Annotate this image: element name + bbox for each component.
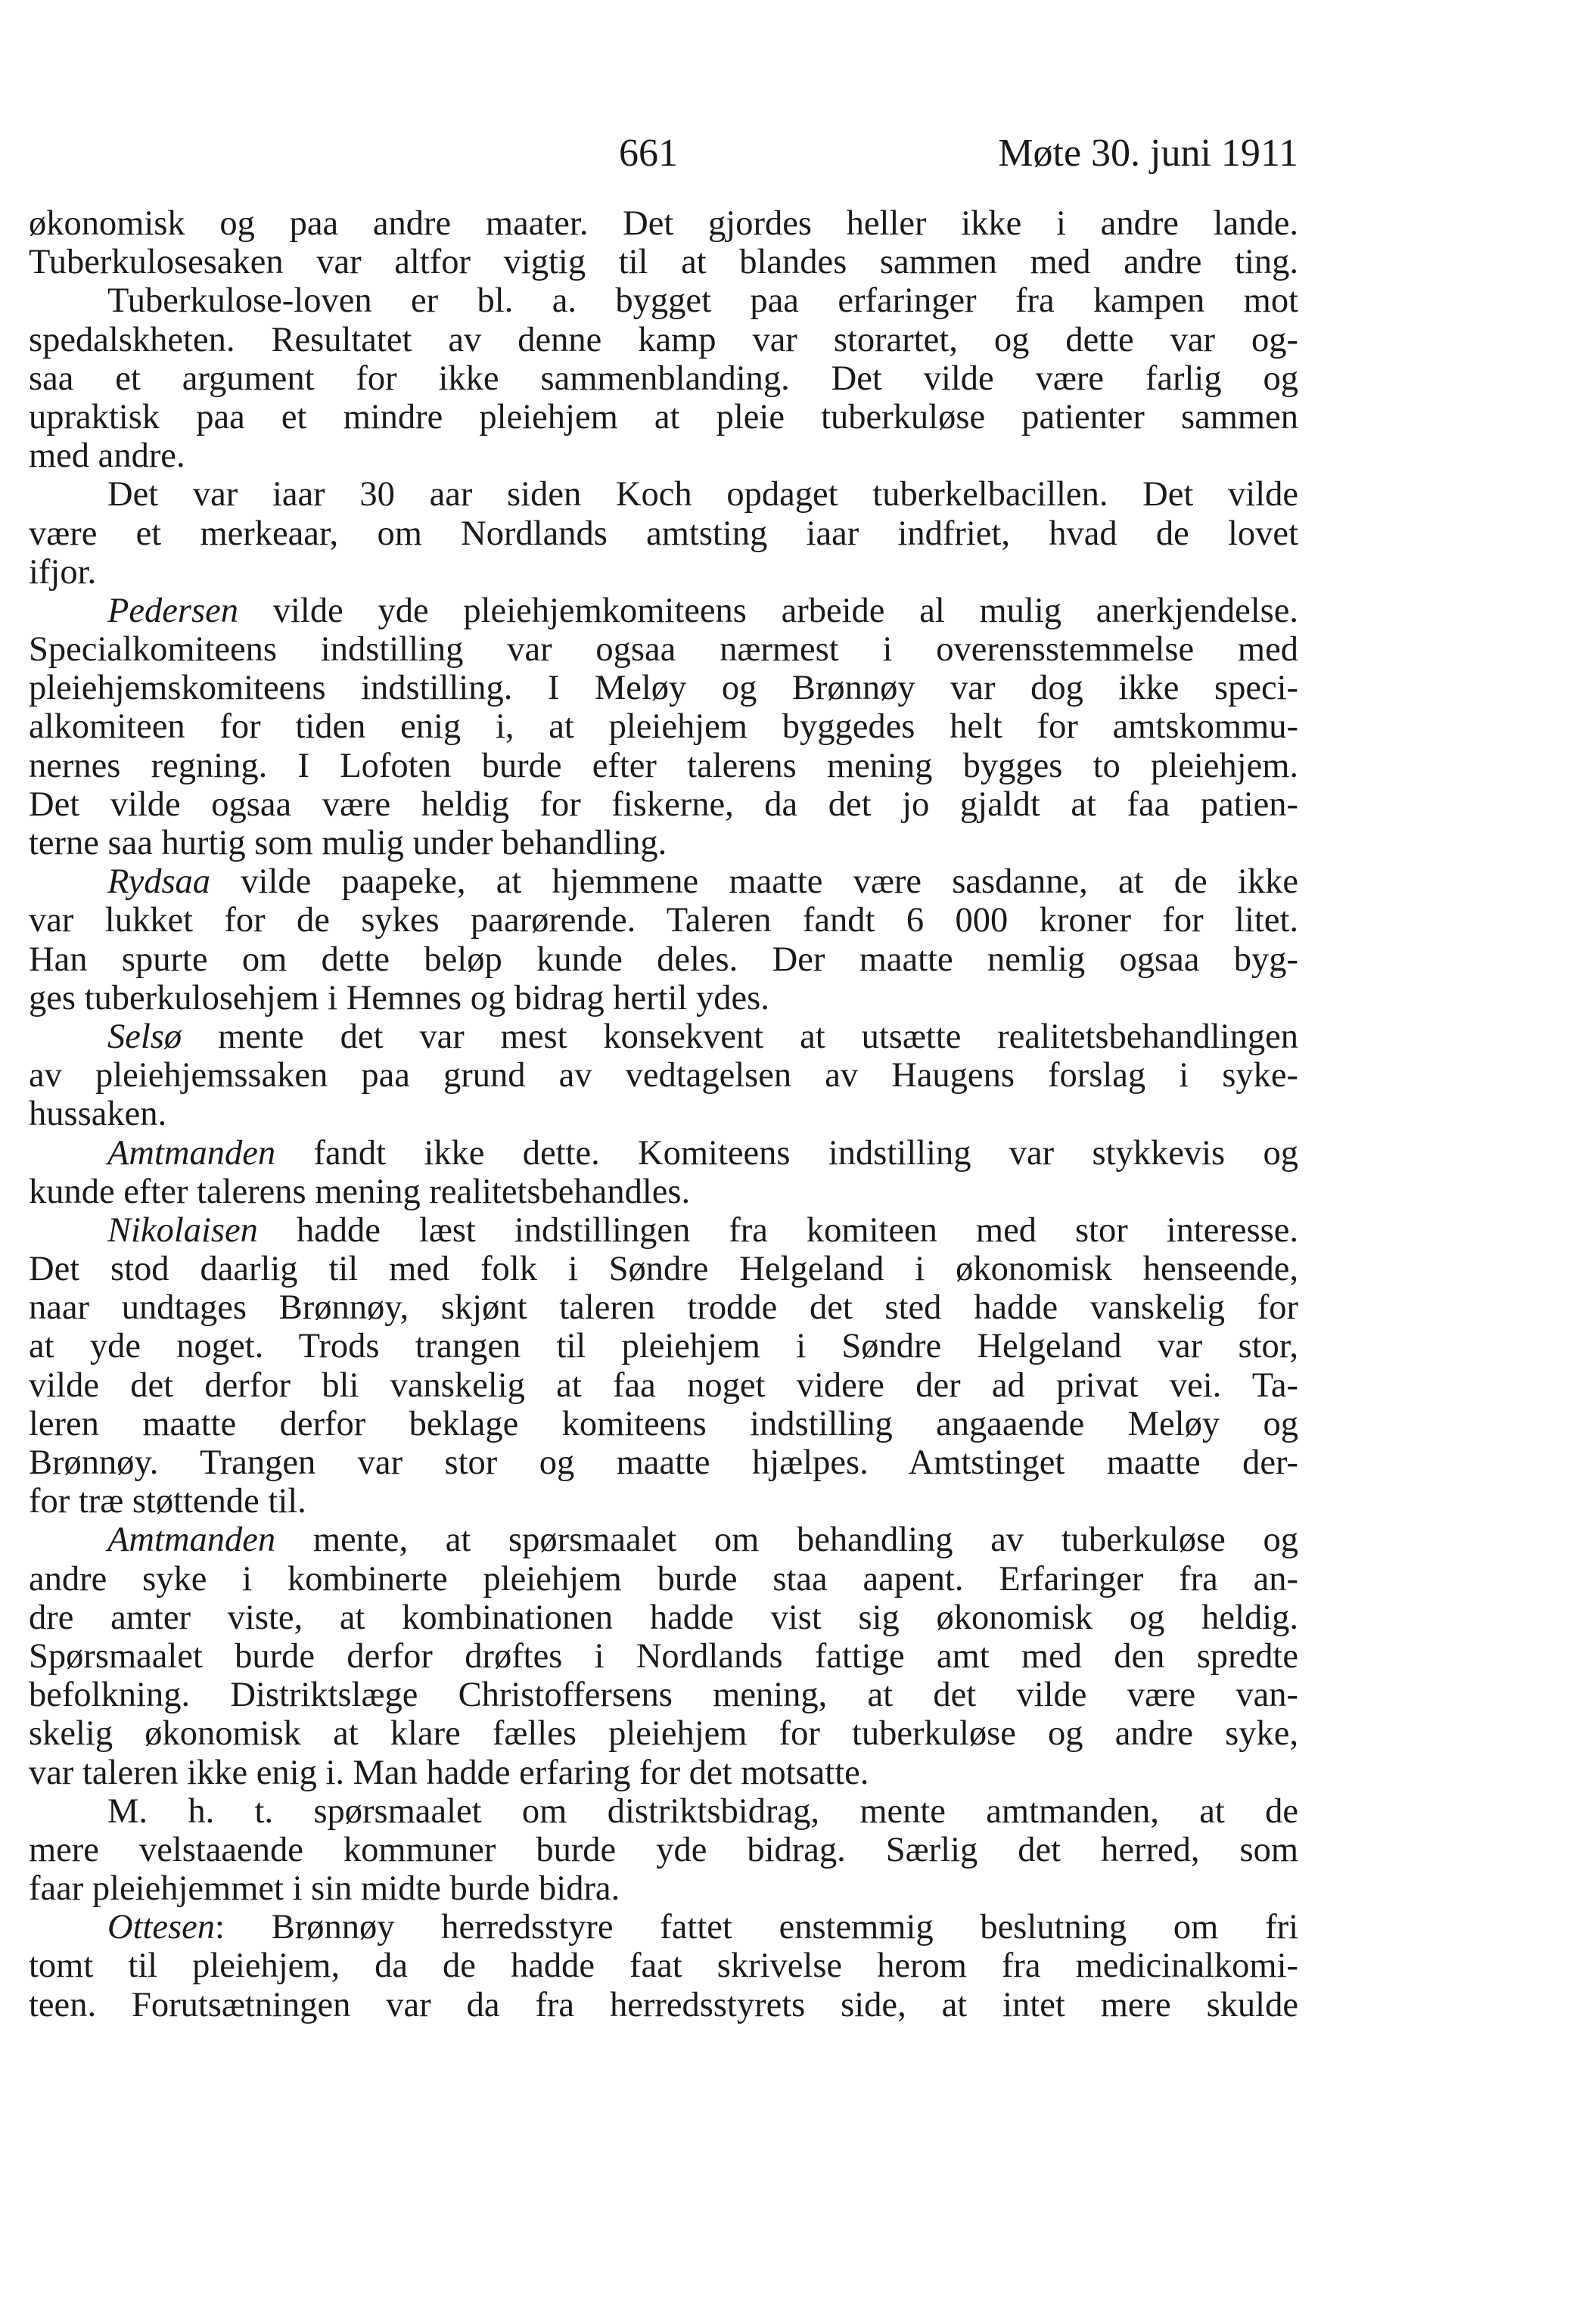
text-line — [29, 824, 1298, 862]
text-line — [29, 243, 1298, 281]
line-text: for træ støttende til. — [29, 1482, 306, 1521]
speaker-name: Nikolaisen — [107, 1210, 258, 1250]
line-text: Specialkomiteens indstilling var ogsaa nærmest i overensstemmelse med — [29, 630, 1298, 670]
line-text: Det vilde ogsaa være heldig for fiskerne, da det jo gjaldt at faa patien- — [29, 785, 1298, 824]
text-line — [29, 514, 1298, 553]
line-text: saa et argument for ikke sammenblanding. Det vilde være farlig og — [29, 359, 1298, 398]
line-text: vilde yde pleiehjemkomiteens arbeide al mulig anerkjendelse. — [238, 591, 1298, 630]
line-text: faar pleiehjemmet i sin midte burde bidra. — [29, 1869, 620, 1909]
text-line — [29, 1869, 1298, 1908]
meeting-date: Møte 30. juni 1911 — [998, 132, 1298, 175]
text-line — [29, 1714, 1298, 1753]
line-text: befolkning. Distriktslæge Christoffersens mening, at det vilde være van- — [29, 1676, 1298, 1715]
line-text: spedalskheten. Resultatet av denne kamp var storartet, og dette var og- — [29, 320, 1298, 359]
text-line — [29, 553, 1298, 592]
text-line — [29, 1288, 1298, 1327]
text-line — [29, 1056, 1298, 1095]
line-text: av pleiehjemssaken paa grund av vedtagelsen av Haugens forslag i syke- — [29, 1056, 1298, 1095]
text-line — [29, 1831, 1298, 1869]
text-line — [29, 204, 1298, 243]
text-line — [29, 979, 1298, 1018]
text-line — [29, 1366, 1298, 1405]
text-line — [29, 1986, 1298, 2024]
text-line — [29, 747, 1298, 785]
line-text: Tuberkulose-loven er bl. a. bygget paa erfaringer fra kampen mot — [107, 281, 1298, 321]
text-line — [29, 1521, 1298, 1559]
text-line — [29, 940, 1298, 979]
speaker-name: Rydsaa — [107, 862, 211, 902]
text-line — [29, 475, 1298, 514]
text-line — [29, 1637, 1298, 1676]
line-text: dre amter viste, at kombinationen hadde vist sig økonomisk og heldig. — [29, 1598, 1298, 1637]
line-text: økonomisk og paa andre maater. Det gjordes heller ikke i andre lande. — [29, 204, 1298, 243]
line-text: ifjor. — [29, 552, 97, 592]
line-text: vilde paapeke, at hjemmene maatte være sasdanne, at de ikke — [210, 862, 1298, 902]
line-text: upraktisk paa et mindre pleiehjem at pleie tuberkuløse patienter sammen — [29, 397, 1298, 437]
text-line — [29, 1405, 1298, 1443]
line-text: vilde det derfor bli vanskelig at faa noget videre der ad privat vei. Ta- — [29, 1366, 1298, 1405]
line-text: M. h. t. spørsmaalet om distriktsbidrag, mente amtmanden, at de — [107, 1791, 1298, 1831]
line-text: Han spurte om dette beløp kunde deles. Der maatte nemlig ogsaa byg- — [29, 940, 1298, 979]
line-text: være et merkeaar, om Nordlands amtsting iaar indfriet, hvad de lovet — [29, 514, 1298, 553]
line-text: hadde læst indstillingen fra komiteen med stor interesse. — [257, 1210, 1298, 1250]
text-line — [29, 1134, 1298, 1173]
text-line — [29, 1908, 1298, 1947]
text-line — [29, 1792, 1298, 1831]
line-text: ges tuberkulosehjem i Hemnes og bidrag hertil ydes. — [29, 978, 769, 1018]
line-text: nernes regning. I Lofoten burde efter talerens mening bygges to pleiehjem. — [29, 746, 1298, 785]
text-line — [29, 1482, 1298, 1521]
line-text: tomt til pleiehjem, da de hadde faat skrivelse herom fra medicinalkomi- — [29, 1947, 1298, 1986]
text-line — [29, 630, 1298, 669]
page-header — [29, 127, 1298, 180]
text-line — [29, 707, 1298, 746]
text-line — [29, 785, 1298, 824]
speaker-name: Ottesen — [107, 1908, 216, 1947]
line-text: naar undtages Brønnøy, skjønt taleren trodde det sted hadde vanskelig for — [29, 1288, 1298, 1328]
line-text: med andre. — [29, 437, 185, 476]
text-line — [29, 1443, 1298, 1482]
line-text: skelig økonomisk at klare fælles pleiehjem for tuberkuløse og andre syke, — [29, 1714, 1298, 1754]
line-text: Det var iaar 30 aar siden Koch opdaget tuberkelbacillen. Det vilde — [107, 475, 1298, 514]
body-text — [29, 204, 1298, 2024]
line-text: Spørsmaalet burde derfor drøftes i Nordlands fattige amt med den spredte — [29, 1636, 1298, 1676]
line-text: var taleren ikke enig i. Man hadde erfaring for det motsatte. — [29, 1753, 869, 1792]
text-line — [29, 1250, 1298, 1288]
line-text: mente det var mest konsekvent at utsætte realitetsbehandlingen — [182, 1017, 1298, 1056]
line-text: leren maatte derfor beklage komiteens indstilling angaaende Meløy og — [29, 1404, 1298, 1443]
page-number: 661 — [619, 132, 678, 175]
line-text: terne saa hurtig som mulig under behandling. — [29, 824, 667, 862]
text-line — [29, 1173, 1298, 1211]
line-text: mere velstaaende kommuner burde yde bidrag. Særlig det herred, som — [29, 1830, 1298, 1869]
text-line — [29, 1947, 1298, 1985]
line-text: Det stod daarlig til med folk i Søndre Helgeland i økonomisk henseende, — [29, 1250, 1298, 1289]
line-text: Tuberkulosesaken var altfor vigtig til at blandes sammen med andre ting. — [29, 243, 1298, 282]
text-line — [29, 1560, 1298, 1599]
text-line — [29, 321, 1298, 359]
line-text: : Brønnøy herredsstyre fattet enstemmig beslutning om fri — [215, 1908, 1298, 1947]
text-line — [29, 1754, 1298, 1792]
text-line — [29, 1676, 1298, 1714]
text-line — [29, 1018, 1298, 1056]
text-line — [29, 1211, 1298, 1250]
line-text: hussaken. — [29, 1095, 167, 1134]
line-text: fandt ikke dette. Komiteens indstilling var stykkevis og — [275, 1133, 1298, 1173]
line-text: pleiehjemskomiteens indstilling. I Meløy og Brønnøy var dog ikke speci- — [29, 669, 1298, 708]
text-line — [29, 862, 1298, 901]
speaker-name: Amtmanden — [107, 1133, 276, 1173]
text-line — [29, 437, 1298, 475]
text-line — [29, 1095, 1298, 1133]
speaker-name: Amtmanden — [107, 1521, 276, 1560]
line-text: andre syke i kombinerte pleiehjem burde staa aapent. Erfaringer fra an- — [29, 1559, 1298, 1599]
text-line — [29, 669, 1298, 707]
text-line — [29, 1599, 1298, 1637]
text-line — [29, 1327, 1298, 1366]
line-text: at yde noget. Trods trangen til pleiehjem i Søndre Helgeland var stor, — [29, 1327, 1298, 1366]
text-line — [29, 359, 1298, 398]
text-line — [29, 398, 1298, 437]
line-text: mente, at spørsmaalet om behandling av tuberkuløse og — [275, 1521, 1298, 1560]
line-text: var lukket for de sykes paarørende. Taleren fandt 6 000 kroner for litet. — [29, 901, 1298, 940]
line-text: teen. Forutsætningen var da fra herredsstyrets side, at intet mere skulde — [29, 1985, 1298, 2024]
speaker-name: Selsø — [107, 1017, 182, 1056]
line-text: kunde efter talerens mening realitetsbehandles. — [29, 1172, 691, 1211]
speaker-name: Pedersen — [107, 591, 239, 630]
text-line — [29, 592, 1298, 630]
text-line — [29, 281, 1298, 320]
line-text: alkomiteen for tiden enig i, at pleiehjem byggedes helt for amtskommu- — [29, 707, 1298, 747]
line-text: Brønnøy. Trangen var stor og maatte hjælpes. Amtstinget maatte der- — [29, 1443, 1298, 1482]
text-line — [29, 901, 1298, 940]
